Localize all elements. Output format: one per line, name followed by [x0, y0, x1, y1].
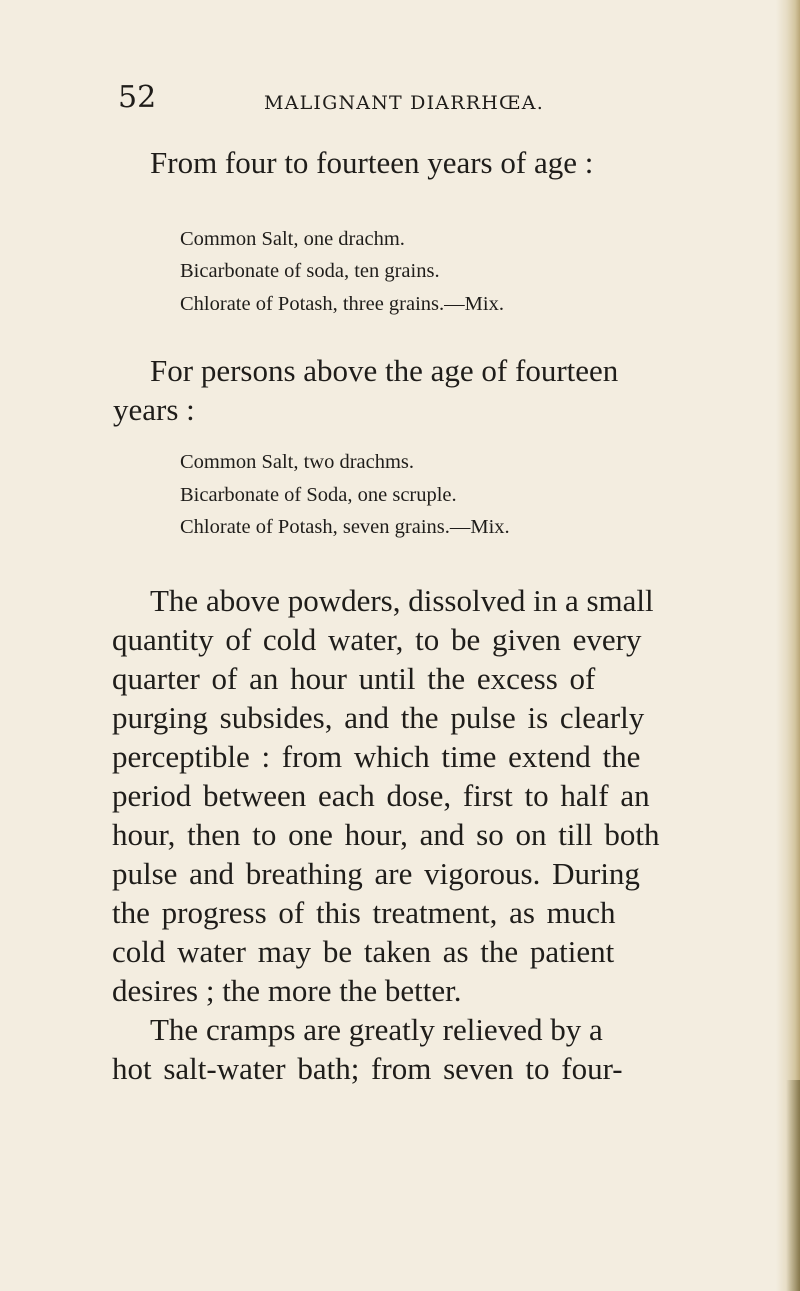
body-line: cold water may be taken as the patient — [112, 934, 615, 969]
body-line: quantity of cold water, to be given every — [112, 622, 642, 657]
body-line: perceptible : from which time extend the — [112, 739, 641, 774]
prescription-line: Chlorate of Potash, seven grains.—Mix. — [180, 516, 510, 538]
body-line: hour, then to one hour, and so on till both — [112, 817, 660, 852]
prescription-line: Bicarbonate of Soda, one scruple. — [180, 484, 457, 506]
body-line: pulse and breathing are vigorous. During — [112, 856, 640, 891]
page-number: 52 — [118, 80, 157, 115]
section-heading: For persons above the age of fourteen — [150, 353, 619, 388]
body-line: desires ; the more the better. — [112, 973, 462, 1008]
body-line: hot salt-water bath; from seven to four- — [112, 1051, 623, 1086]
section-heading: From four to fourteen years of age : — [150, 145, 594, 180]
running-head — [118, 80, 738, 120]
prescription-line: Chlorate of Potash, three grains.—Mix. — [180, 293, 504, 315]
prescription-line: Common Salt, one drachm. — [180, 228, 405, 250]
body-line: quarter of an hour until the excess of — [112, 661, 596, 696]
section-heading: years : — [113, 392, 195, 427]
page-edge-shadow — [786, 1080, 800, 1291]
prescription-line: Bicarbonate of soda, ten grains. — [180, 260, 440, 282]
body-line: the progress of this treatment, as much — [112, 895, 616, 930]
body-line: The above powders, dissolved in a small — [150, 583, 654, 618]
body-line: period between each dose, first to half an — [112, 778, 650, 813]
body-line: The cramps are greatly relieved by a — [150, 1012, 603, 1047]
body-line: purging subsides, and the pulse is clearly — [112, 700, 645, 735]
running-title: MALIGNANT DIARRHŒA. — [264, 92, 544, 114]
prescription-line: Common Salt, two drachms. — [180, 451, 415, 473]
